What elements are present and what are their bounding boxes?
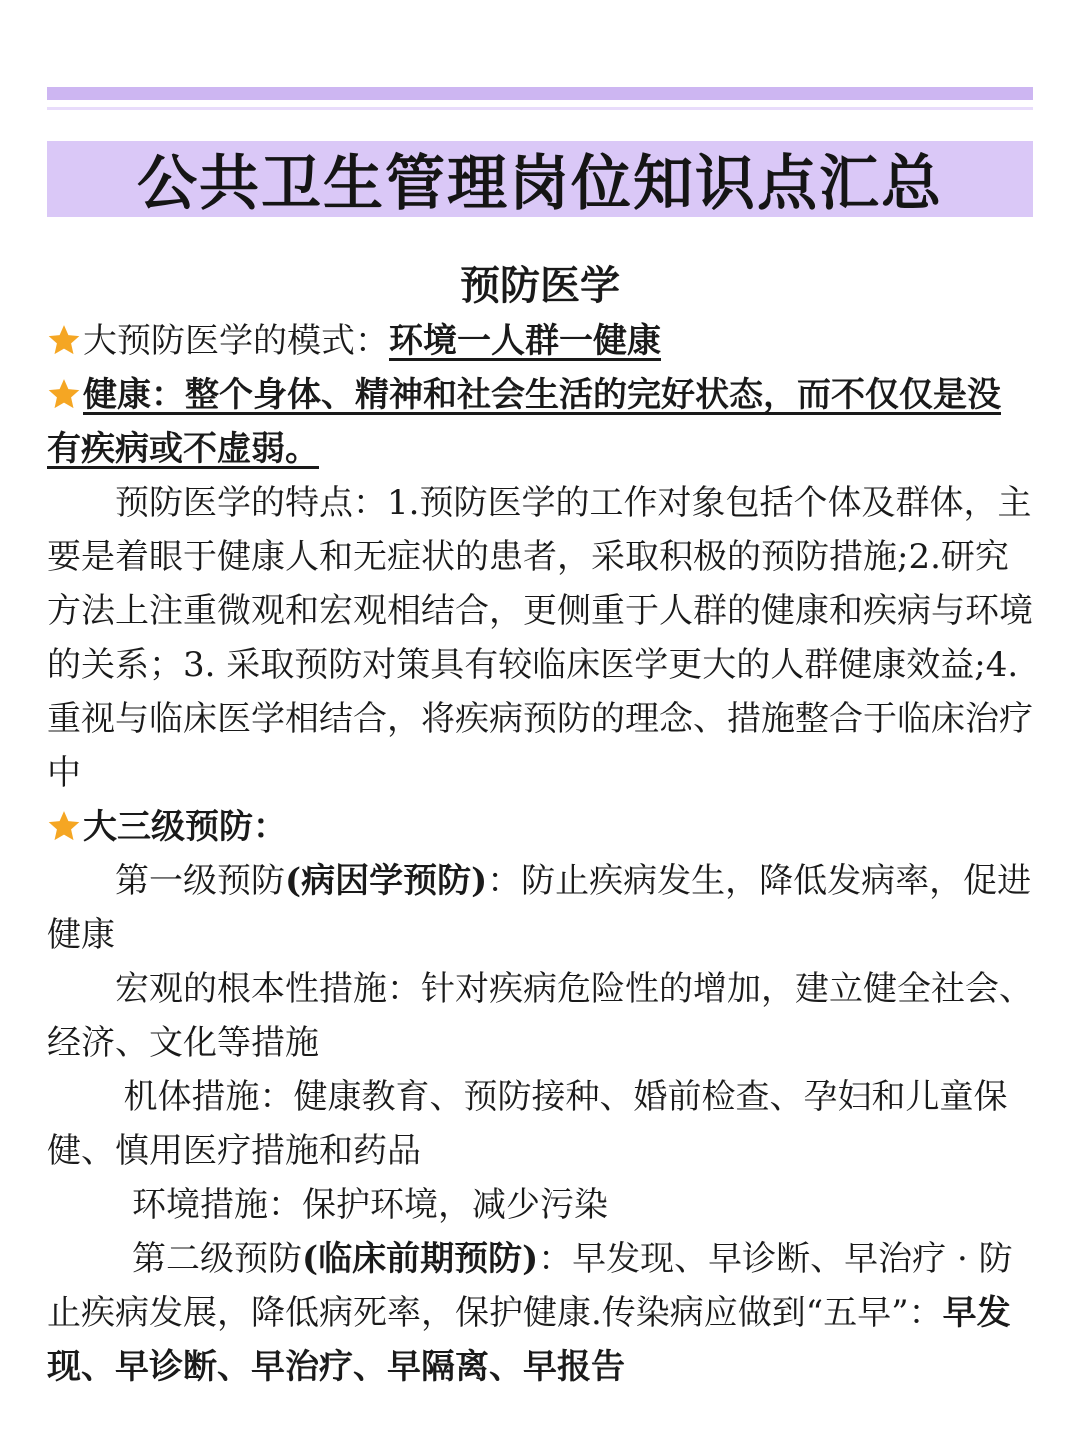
five-early-list: 早发现、早诊断、早治疗、早隔离、早报告 <box>47 1293 1011 1387</box>
second-level-bold: (临床前期预防) <box>302 1239 539 1279</box>
section-title: 预防医学 <box>460 262 620 309</box>
first-level-rest: ：防止疾病发生，降低发病率，促进健康 <box>47 861 1032 955</box>
body-measures: 机体措施：健康教育、预防接种、婚前检查、孕妇和儿童保健、慎用医疗措施和药品 <box>47 1077 1008 1171</box>
star-icon <box>47 377 81 411</box>
first-level-paragraph <box>47 854 1033 962</box>
second-level-prefix: 第二级预防 <box>132 1239 302 1279</box>
three-level-heading: 大三级预防： <box>83 807 287 847</box>
model-value: 环境一人群一健康 <box>389 321 661 361</box>
three-level-heading-line <box>47 800 1033 854</box>
second-level-rest: ：早发现、早诊断、早治疗 · 防止疾病发展，降低病死率，保护健康.传染病应做到“五早”： <box>47 1239 1013 1333</box>
star-icon <box>47 809 81 843</box>
title-banner <box>47 141 1033 217</box>
second-level-paragraph <box>47 1232 1033 1394</box>
first-level-prefix: 第一级预防 <box>115 861 285 901</box>
first-level-bold: (病因学预防) <box>285 861 488 901</box>
model-line <box>47 314 1033 368</box>
page-title: 公共卫生管理岗位知识点汇总 <box>137 149 943 219</box>
env-measures: 环境措施：保护环境，减少污染 <box>132 1185 608 1225</box>
features-paragraph: 预防医学的特点：1.预防医学的工作对象包括个体及群体，主要是着眼于健康人和无症状的患者，采取积极的预防措施;2.研究方法上注重微观和宏观相结合，更侧重于人群的健康和疾病与环境的关系；3. 采取预防对策具有较临床医学更大的人群健康效益;4. 重视与临床医学相结合，将疾病预防的理念、措施整合于临床治疗中 <box>47 483 1033 793</box>
model-label: 大预防医学的模式： <box>83 321 389 361</box>
health-line <box>47 368 1033 476</box>
content-body <box>47 258 1033 1394</box>
top-divider-thick <box>47 87 1033 100</box>
star-icon <box>47 323 81 357</box>
top-divider-thin <box>47 107 1033 110</box>
macro-measures: 宏观的根本性措施：针对疾病危险性的增加，建立健全社会、经济、文化等措施 <box>47 969 1033 1063</box>
health-definition: 健康：整个身体、精神和社会生活的完好状态，而不仅仅是没有疾病或不虚弱。 <box>47 375 1001 469</box>
